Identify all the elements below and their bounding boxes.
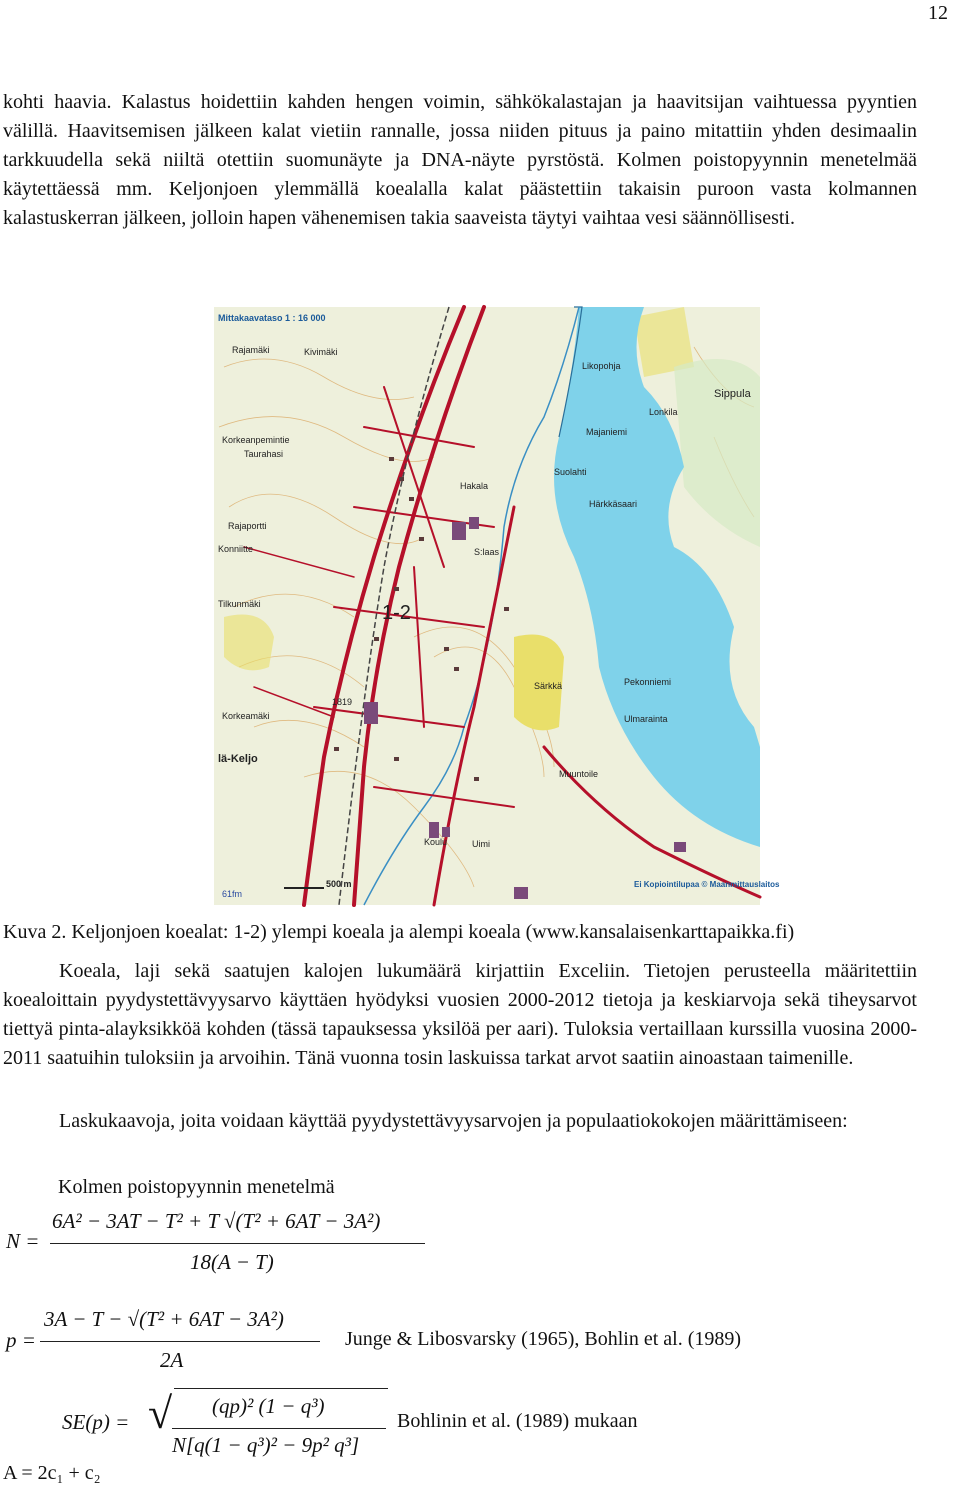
formula-p-denominator: 2A (160, 1348, 184, 1372)
map-graphic (214, 307, 780, 905)
formula-se-numerator: (qp)² (1 − q³) (212, 1394, 325, 1418)
map-place-label: Kivimäki (304, 347, 338, 357)
map-place-label: Pekonniemi (624, 677, 672, 687)
fraction-bar (50, 1243, 425, 1244)
formula-se-source: Bohlinin et al. (1989) mukaan (397, 1410, 638, 1432)
map-place-label: Uimi (472, 839, 490, 849)
study-area-map (214, 307, 780, 905)
map-place-label: Tilkunmäki (218, 599, 261, 609)
map-distance-label: 500 m (326, 879, 352, 889)
map-place-label: Likopohja (582, 361, 621, 371)
formula-p-label: p = (6, 1328, 36, 1352)
map-copyright: Ei Kopiointilupaa © Maanmittauslaitos (634, 880, 780, 889)
map-place-label: Lonkila (649, 407, 678, 417)
map-place-label: Rajamäki (232, 345, 270, 355)
map-place-label: lä-Keljo (218, 753, 258, 765)
formula-n-denominator: 18(A − T) (190, 1250, 274, 1274)
map-place-label: Ulmarainta (624, 714, 668, 724)
formula-title: Kolmen poistopyynnin menetelmä (58, 1176, 335, 1198)
root-bar (174, 1388, 388, 1389)
map-place-label: Suolahti (554, 467, 587, 477)
map-place-label: Konniitte (218, 544, 254, 554)
formula-n-label: N = (6, 1229, 40, 1253)
sqrt-sign: √ (148, 1389, 173, 1438)
map-scale-bar (284, 887, 324, 889)
map-place-label: Rajaportti (228, 521, 267, 531)
formula-p-numerator: 3A − T − √(T² + 6AT − 3A²) (44, 1307, 284, 1331)
map-place-label: Korkeanpemintie (222, 435, 290, 445)
map-scale-label: Mittakaavataso 1 : 16 000 (218, 313, 326, 323)
map-area-label: 1-2 (382, 602, 411, 624)
formula-p-source: Junge & Libosvarsky (1965), Bohlin et al. (1989) (345, 1328, 742, 1350)
formula-a-definition: A = 2c₁ + c₂ (3, 1462, 101, 1484)
map-place-label: Hakala (460, 481, 489, 491)
formula-n-numerator: 6A² − 3AT − T² + T √(T² + 6AT − 3A²) (52, 1209, 381, 1233)
map-place-label: Majaniemi (586, 427, 628, 437)
figure-caption: Kuva 2. Keljonjoen koealat: 1-2) ylempi koeala ja alempi koeala (www.kansalaisenkarttapaikka.fi) (3, 921, 795, 943)
map-place-label: Koulu (424, 837, 448, 847)
map-place-label: Muuntoile (559, 769, 599, 779)
map-place-label: S:laas (474, 547, 500, 557)
paragraph-analysis: Koeala, laji sekä saatujen kalojen lukumäärä kirjattiin Exceliin. Tietojen perusteella määritettiin koealoittain pyydystettävyysarvo käyttäen hyödyksi vuosien 2000-2012 tietoja ja keskiarvoja sekä tiheysarvot tiettyä pinta-alayksikköä kohden (tässä tapauksessa yksilöä per aari). Tuloksia vertaillaan kurssilla vuosina 2000-2011 saatuihin tuloksiin ja arvoihin. Tänä vuonna tosin laskuissa tarkat arvot saatiin ainoastaan taimenille. (3, 960, 917, 1069)
page-number: 12 (928, 2, 948, 24)
map-place-label: Särkkä (534, 681, 563, 691)
paragraph-formulas-intro: Laskukaavoja, joita voidaan käyttää pyydystettävyysarvojen ja populaatiokokojen määrittämiseen: (59, 1110, 848, 1132)
map-place-label: Sippula (714, 388, 751, 400)
paragraph-methods: kohti haavia. Kalastus hoidettiin kahden hengen voimin, sähkökalastajan ja haavitsijan vaihtuessa pyyntien välillä. Haavitsemisen jälkeen kalat vietiin rannalle, jossa niiden pituus ja paino mitattiin yhden desimaalin tarkkuudella sekä niiltä otettiin suomunäyte ja DNA-näyte pyrstöstä. Kolmen poistopyynnin menetelmää käytettäessä mm. Keljonjoen ylemmällä koealalla kalat päästettiin takaisin puroon vasta kolmannen kalastuskerran jälkeen, jolloin hapen vähenemisen takia saaveista täytyi vaihtaa vesi säännöllisesti. (3, 91, 917, 229)
map-place-label: 1819 (332, 697, 353, 707)
map-corner-label: 61fm (222, 889, 243, 899)
fraction-bar (40, 1341, 320, 1342)
map-place-label: Härkkäsaari (589, 499, 638, 509)
map-place-label: Korkeamäki (222, 711, 270, 721)
formula-se-label: SE(p) = (62, 1410, 130, 1434)
fraction-bar (172, 1428, 386, 1429)
formula-se-denominator: N[q(1 − q³)² − 9p² q³] (172, 1433, 360, 1457)
map-place-label: Taurahasi (244, 449, 284, 459)
